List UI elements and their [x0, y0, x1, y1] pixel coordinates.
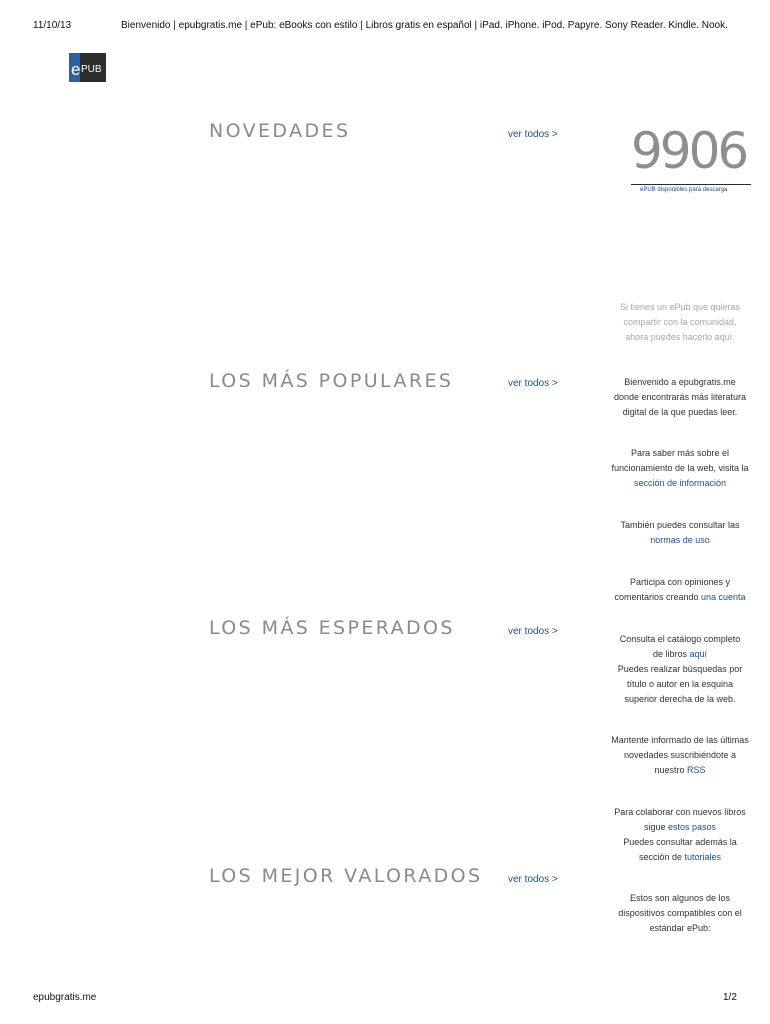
catalog-line: Consulta el catálogo completo: [619, 634, 741, 644]
collab-pre: sigue: [643, 822, 668, 832]
rss-link[interactable]: RSS: [687, 765, 706, 775]
share-line: compartir con la comunidad,: [623, 317, 737, 327]
see-all-esperados-link[interactable]: ver todos >: [508, 626, 558, 637]
sidebar-collaborate: [590, 805, 746, 865]
page-title: Bienvenido | epubgratis.me | ePub: eBooks con estilo | Libros gratis en español | iPad. iPhone. iPod. Papyre. Sony Reader. Kindle. Nook.: [121, 20, 728, 31]
section-title-valorados: LOS MEJOR VALORADOS: [209, 865, 483, 887]
collab-line: Para colaborar con nuevos libros: [614, 807, 746, 817]
tutorials-link[interactable]: tutoriales: [684, 852, 722, 862]
see-all-populares-link[interactable]: ver todos >: [508, 378, 558, 389]
devices-line: estándar ePub:: [649, 923, 711, 933]
epub-counter-value: 9906: [631, 122, 747, 180]
share-line: ahora puedes hacerlo aquí.: [625, 332, 735, 342]
news-pre: nuestro: [654, 765, 687, 775]
terms-of-use-link[interactable]: normas de uso: [650, 535, 710, 545]
catalog-line: título o autor en la esquina: [626, 679, 734, 689]
section-title-novedades: NOVEDADES: [209, 120, 351, 142]
catalog-line: Puedes realizar búsquedas por: [617, 664, 743, 674]
welcome-line: Bienvenido a epubgratis.me: [624, 377, 736, 387]
counter-divider: [631, 184, 751, 185]
catalog-link[interactable]: aquí: [689, 649, 708, 659]
footer-site: epubgratis.me: [33, 992, 97, 1003]
participate-line: Participa con opiniones y: [629, 577, 731, 587]
logo-pub-text: PUB: [81, 64, 102, 75]
sidebar-catalog: [590, 632, 743, 707]
footer-page-number: 1/2: [723, 992, 737, 1003]
print-date: 11/10/13: [33, 20, 72, 31]
catalog-line: superior derecha de la web.: [624, 694, 736, 704]
sidebar-welcome: [590, 375, 747, 420]
news-line: novedades suscribiéndote a: [623, 750, 737, 760]
sidebar-participate: [590, 575, 746, 605]
rules-line: También puedes consultar las: [620, 520, 740, 530]
about-line: funcionamiento de la web, visita la: [611, 463, 749, 473]
share-line: Si tienes un ePub que quieras: [619, 302, 741, 312]
participate-pre: comentarios creando: [614, 592, 701, 602]
logo-e-text: e: [71, 60, 81, 79]
welcome-line: digital de la que puedas leer.: [622, 407, 738, 417]
collab-pre: sección de: [638, 852, 685, 862]
create-account-link[interactable]: una cuenta: [701, 592, 746, 602]
steps-link[interactable]: estos pasos: [668, 822, 717, 832]
catalog-mid: de libros: [652, 649, 690, 659]
epub-counter-caption: ePUB disponibles para descarga: [640, 187, 728, 193]
news-line: Mantente informado de las últimas: [611, 735, 749, 745]
epub-counter: [590, 118, 747, 208]
devices-line: Estos son algunos de los: [629, 893, 731, 903]
section-title-populares: LOS MÁS POPULARES: [209, 370, 454, 392]
see-all-valorados-link[interactable]: ver todos >: [508, 874, 558, 885]
epub-logo[interactable]: [69, 53, 106, 82]
collab-line: Puedes consultar además la: [623, 837, 737, 847]
sidebar-about: [590, 446, 749, 491]
section-title-esperados: LOS MÁS ESPERADOS: [209, 617, 455, 639]
sidebar-rules: [590, 518, 740, 548]
sidebar-devices: [590, 891, 742, 936]
welcome-line: donde encontrarás más literatura: [613, 392, 747, 402]
sidebar-news: [590, 733, 749, 778]
see-all-novedades-link[interactable]: ver todos >: [508, 129, 558, 140]
epub-logo-icon: [69, 53, 106, 82]
devices-line: dispositivos compatibles con el: [618, 908, 742, 918]
about-line: Para saber más sobre el: [630, 448, 730, 458]
info-section-link[interactable]: sección de información: [633, 478, 727, 488]
sidebar-share: [590, 300, 741, 345]
